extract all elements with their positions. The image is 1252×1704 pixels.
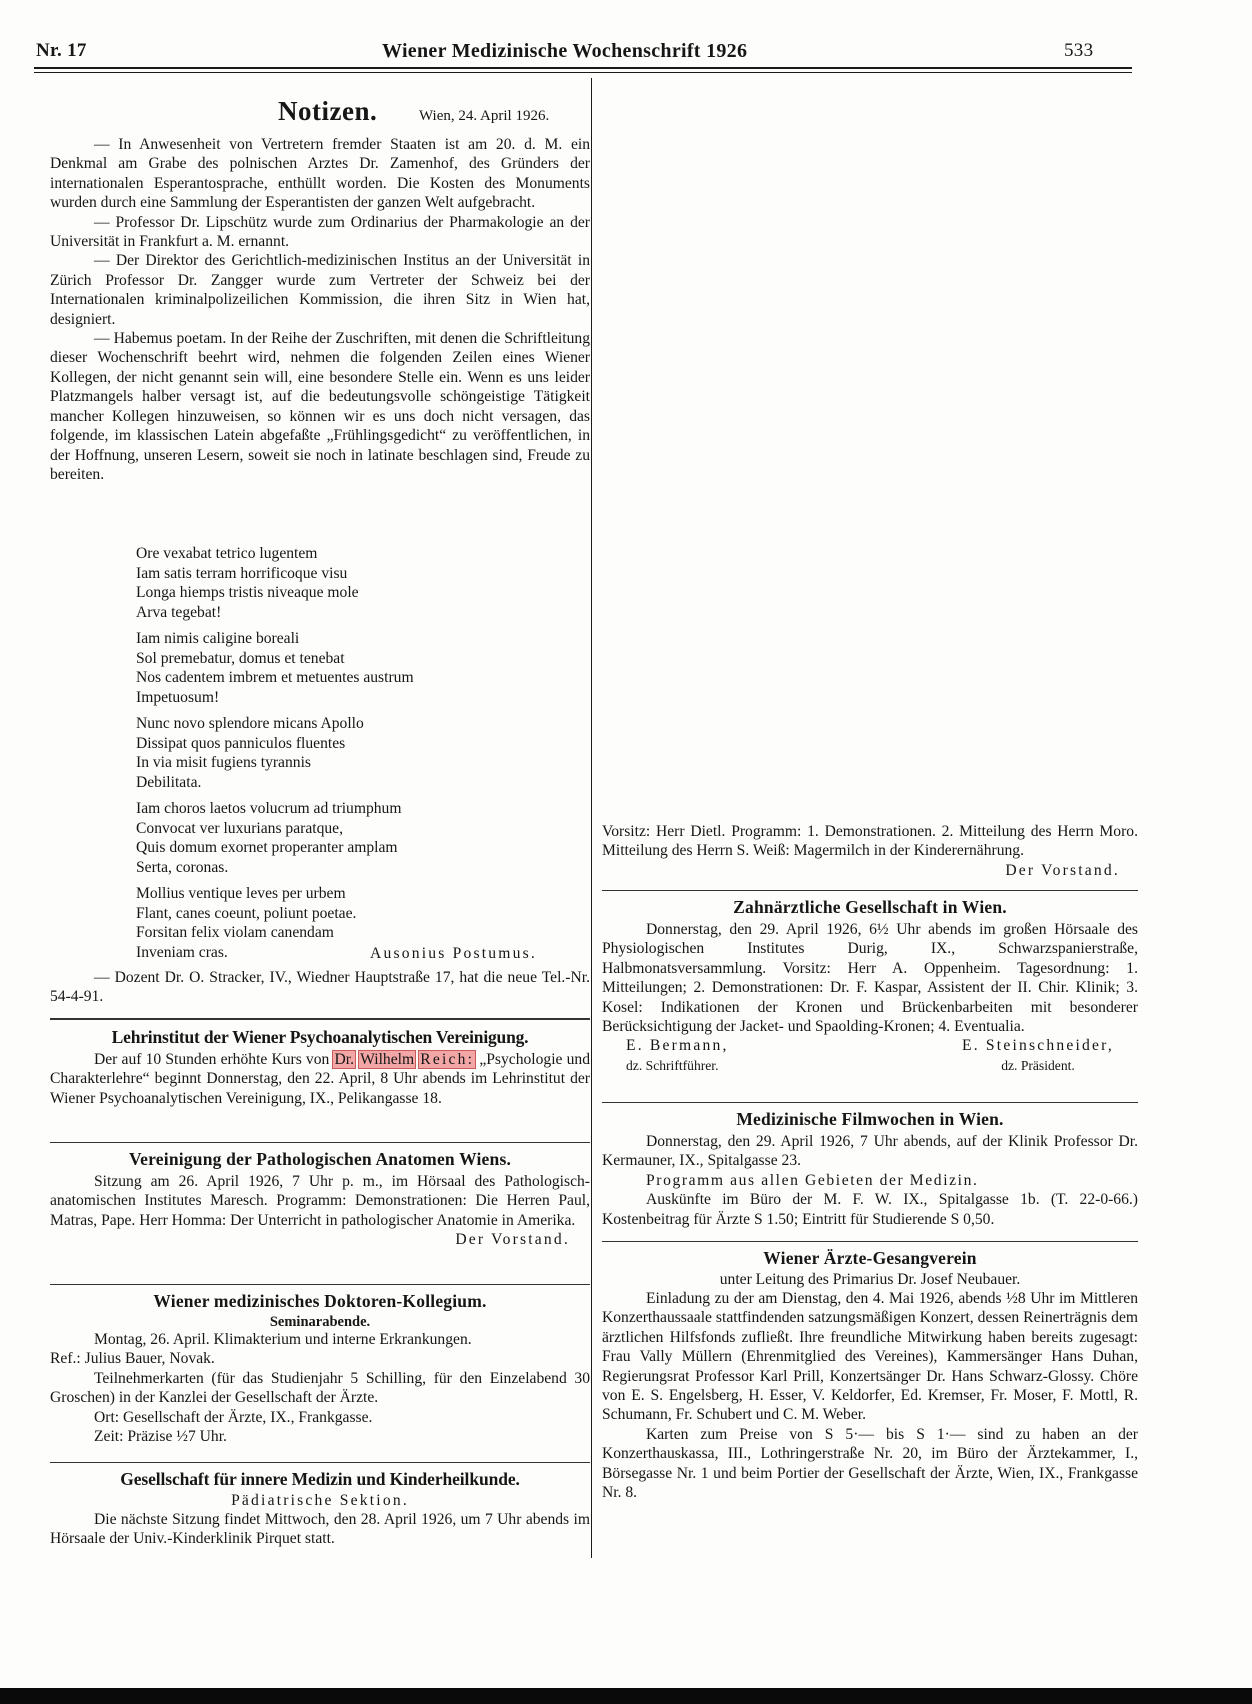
- section-rule: [50, 1142, 590, 1143]
- notice-zangger: — Der Direktor des Gerichtlich-medizinischen Institus an der Universität in Zürich Professor Dr. Zangger wurde zum Vertreter der Schweiz bei der Internationalen kriminalpolizeilichen Kommission, die ihren Sitz in Wien hat, designiert.: [50, 252, 590, 328]
- pathologen-text: Sitzung am 26. April 1926, 7 Uhr p. m., im Hörsaal des Pathologisch-anatomischen Institutes Maresch. Programm: Demonstrationen: Die Herren Paul, Matras, Pape. Herr Homma: Der Unterricht in pathologischer Anatomie in Amerika.: [50, 1173, 590, 1229]
- poem-line: Serta, coronas.: [136, 858, 229, 876]
- film-program: Programm aus allen Gebieten der Medizin.: [646, 1171, 979, 1189]
- poem-stanza: [136, 629, 414, 707]
- poem-line: Nos cadentem imbrem et metuentes austrum: [136, 669, 414, 686]
- poem-line: Nunc novo splendore micans Apollo: [136, 715, 364, 732]
- president-name: E. Steinschneider,: [962, 1037, 1114, 1055]
- poem-line: Convocat ver luxurians paratque,: [136, 819, 343, 837]
- president-role: dz. Präsident.: [1001, 1057, 1075, 1073]
- gesang-invitation: Einladung zu der am Dienstag, den 4. Mai 1926, abends ½8 Uhr im Mittleren Konzerthaussaale stattfindenden satzungsmäßigen Konzert, dessen Reinerträgnis dem ärztlichen Hilfsfonds zufließt. Ihre freundliche Mitwirkung haben bereits zugesagt: Frau Vally Müllern (Ehrenmitglied des Vereines), Kammersänger Hans Duhan, Regierungsrat Professor Karl Prill, Konzertsänger Dr. Hans Schwarz-Glossy. Chöre von E. S. Engelsberg, H. Esser, V. Keldorfer, Ed. Kremser, Fr. Moser, F. Mottl, R. Schumann, Fr. Schubert und C. M. Weber.: [602, 1290, 1138, 1424]
- page-number: 533: [1064, 40, 1094, 61]
- notizen-title: Notizen.: [278, 96, 378, 126]
- poem-line: Arva tegebat!: [136, 603, 222, 621]
- lehrinstitut-intro: Der auf 10 Stunden erhöhte Kurs von: [94, 1051, 330, 1068]
- pathologen-signature: Der Vorstand.: [455, 1231, 570, 1249]
- journal-title: Wiener Medizinische Wochenschrift 1926: [382, 40, 748, 62]
- pathologen-title: Vereinigung der Pathologischen Anatomen Wiens.: [128, 1149, 512, 1169]
- lehrinstitut-title: Lehrinstitut der Wiener Psychoanalytischen Vereinigung.: [111, 1027, 529, 1047]
- poem-stanza: [136, 799, 414, 877]
- poem-line: Iam choros laetos volucrum ad triumphum: [136, 800, 402, 817]
- notice-stracker: — Dozent Dr. O. Stracker, IV., Wiedner Hauptstraße 17, hat die neue Tel.-Nr. 54-4-91.: [50, 969, 590, 1006]
- doktoren-location: Ort: Gesellschaft der Ärzte, IX., Frankgasse.: [94, 1408, 373, 1426]
- doktoren-date: Montag, 26. April. Klimakterium und interne Erkrankungen.: [94, 1331, 472, 1348]
- section-rule: [602, 1241, 1138, 1242]
- gesang-section: [602, 1245, 1138, 1502]
- issue-number: Nr. 17: [36, 40, 87, 61]
- lehrinstitut-rest: „Psychologie und Charakterlehre“ beginnt Donnerstag, den 22. April, 8 Uhr abends im Lehrinstitut der Wiener Psychoanalytischen Vereinigung, IX., Pelikangasse 18.: [50, 1051, 591, 1107]
- doktoren-time: Zeit: Präzise ½7 Uhr.: [94, 1428, 227, 1446]
- secretary-name: E. Bermann,: [626, 1037, 729, 1055]
- section-rule: [602, 1102, 1138, 1103]
- notice-stracker-block: [50, 968, 590, 1007]
- gesang-title: Wiener Ärzte-Gesangverein: [763, 1248, 977, 1268]
- section-rule: [602, 890, 1138, 891]
- poem-line: In via misit fugiens tyrannis: [136, 754, 311, 771]
- poem-line: Iam satis terram horrificoque visu: [136, 564, 348, 582]
- gesang-subtitle: unter Leitung des Primarius Dr. Josef Neubauer.: [719, 1271, 1021, 1288]
- film-info: Auskünfte im Büro der M. F. W. IX., Spitalgasse 1b. (T. 22-0-66.) Kostenbeitrag für Ärzte S 1.50; Eintritt für Studierende S 0,50.: [602, 1191, 1138, 1228]
- poem: [136, 544, 414, 962]
- vorsitz-text: Vorsitz: Herr Dietl. Programm: 1. Demonstrationen. 2. Mitteilung des Herrn Moro. Mitteilung des Herrn S. Weiß: Magermilch in der Kinderernährung.: [602, 823, 1138, 860]
- lehrinstitut-section: [50, 1024, 590, 1108]
- poem-line: Flant, canes coeunt, poliunt poetae.: [136, 904, 357, 922]
- section-rule: [50, 1284, 590, 1285]
- gesang-tickets: Karten zum Preise von S 5·— bis S 1·— sind zu haben an der Konzerthauskassa, III., Lothringerstraße Nr. 20, im Büro der Ärztekammer, I., Börsegasse Nr. 1 und beim Portier der Gesellschaft der Ärzte, Wien, IX., Frankgasse Nr. 8.: [602, 1425, 1138, 1502]
- poem-line: Impetuosum!: [136, 688, 220, 706]
- zahn-section: [602, 894, 1138, 1075]
- poem-author: Ausonius Postumus.: [370, 945, 537, 962]
- poem-line: Iam nimis caligine boreali: [136, 630, 300, 647]
- poem-line: Longa hiemps tristis niveaque mole: [136, 584, 359, 601]
- vorsitz-signature: Der Vorstand.: [1005, 862, 1120, 879]
- innere-subtitle: Pädiatrische Sektion.: [231, 1492, 409, 1509]
- section-rule: [50, 1018, 590, 1020]
- column-divider: [591, 78, 592, 1558]
- header-rule: [34, 67, 1132, 69]
- scan-border: [0, 1688, 1252, 1704]
- section-rule: [50, 1462, 590, 1463]
- zahn-signature-secretary: [626, 1036, 729, 1075]
- zahn-title: Zahnärztliche Gesellschaft in Wien.: [733, 897, 1007, 917]
- zahn-signatures: [602, 1036, 1138, 1075]
- highlight-first-name: Wilhelm: [360, 1051, 415, 1068]
- poem-line: Sol premebatur, domus et tenebat: [136, 649, 345, 667]
- notice-habemus-poetam: — Habemus poetam. In der Reihe der Zuschriften, mit denen die Schriftleitung dieser Wochenschrift beehrt wird, nehmen die folgenden Zeilen eines Wiener Kollegen, der nicht genannt sein will, eine besondere Stelle ein. Wenn es uns leider Platzmangels halber versagt ist, auf die bedeutungsvolle schöngeistige Tätigkeit mancher Kollegen hinzuweisen, so können wir es uns doch nicht versagen, das folgende, im klassischen Latein abgefaßte „Frühlingsgedicht“ zu veröffentlichen, in der Hoffnung, unseren Lesern, soweit sie noch in latinate beschlagen sind, Freude zu bereiten.: [50, 330, 590, 483]
- notizen-dateline: Wien, 24. April 1926.: [419, 108, 550, 124]
- film-date: Donnerstag, den 29. April 1926, 7 Uhr abends, auf der Klinik Professor Dr. Kermauner, IX., Spitalgasse 23.: [602, 1133, 1138, 1170]
- innere-title: Gesellschaft für innere Medizin und Kinderheilkunde.: [120, 1469, 520, 1489]
- notice-lipschuetz: — Professor Dr. Lipschütz wurde zum Ordinarius der Pharmakologie an der Universität in Frankfurt a. M. ernannt.: [50, 213, 590, 251]
- poem-line: Quis domum exornet properanter amplam: [136, 839, 398, 856]
- poem-line: Debilitata.: [136, 773, 202, 791]
- highlight-title: Dr.: [334, 1051, 354, 1068]
- poem-stanza: [136, 714, 414, 792]
- lehrinstitut-text: [50, 1050, 590, 1108]
- highlight-surname: Reich:: [420, 1051, 475, 1068]
- poem-line: Mollius ventique leves per urbem: [136, 885, 346, 902]
- doktoren-title: Wiener medizinisches Doktoren-Kollegium.: [153, 1291, 487, 1311]
- poem-stanza: [136, 544, 414, 622]
- doktoren-section: [50, 1288, 590, 1446]
- poem-line: Dissipat quos panniculos fluentes: [136, 734, 346, 752]
- header-rule-thin: [34, 72, 1132, 73]
- innere-text: Die nächste Sitzung findet Mittwoch, den 28. April 1926, um 7 Uhr abends im Hörsaale der Univ.-Kinderklinik Pirquet statt.: [50, 1511, 590, 1548]
- doktoren-referents: Ref.: Julius Bauer, Novak.: [50, 1350, 215, 1368]
- zahn-text: Donnerstag, den 29. April 1926, 6½ Uhr abends im großen Hörsaale des Physiologischen Institutes Durig, IX., Schwarzspanierstraße, Halbmonatsversammlung. Vorsitz: Herr A. Oppenheim. Tagesordnung: 1. Mitteilungen; 2. Demonstrationen: Dr. F. Kaspar, Assistent der II. Chir. Klinik; 3. Kosel: Indikationen der Kronen und Brückenbarbeiten mit besonderer Berücksichtigung der Jacket- und Spaolding-Kronen; 4. Eventualia.: [602, 921, 1138, 1036]
- doktoren-subtitle: Seminarabende.: [269, 1314, 371, 1330]
- poem-line: Inveniam cras.: [136, 943, 228, 961]
- secretary-role: dz. Schriftführer.: [626, 1057, 719, 1073]
- vorsitz-section: [602, 822, 1138, 879]
- doktoren-tickets: Teilnehmerkarten (für das Studienjahr 5 Schilling, für den Einzelabend 30 Groschen) in der Kanzlei der Gesellschaft der Ärzte.: [50, 1369, 590, 1407]
- zahn-signature-president: [962, 1036, 1114, 1075]
- film-title: Medizinische Filmwochen in Wien.: [736, 1109, 1004, 1129]
- poem-line: Forsitan felix violam canendam: [136, 924, 334, 941]
- innere-section: [50, 1466, 590, 1549]
- poem-line: Ore vexabat tetrico lugentem: [136, 545, 318, 562]
- pathologen-section: [50, 1146, 590, 1250]
- notice-zamenhof: — In Anwesenheit von Vertretern fremder Staaten ist am 20. d. M. ein Denkmal am Grabe des polnischen Arztes Dr. Zamenhof, des Gründers der internationalen Esperantosprache, enthüllt worden. Die Kosten des Monuments wurden durch eine Sammlung der Esperantisten der ganzen Welt aufgebracht.: [50, 136, 590, 212]
- film-section: [602, 1106, 1138, 1229]
- notizen-body: [50, 135, 590, 484]
